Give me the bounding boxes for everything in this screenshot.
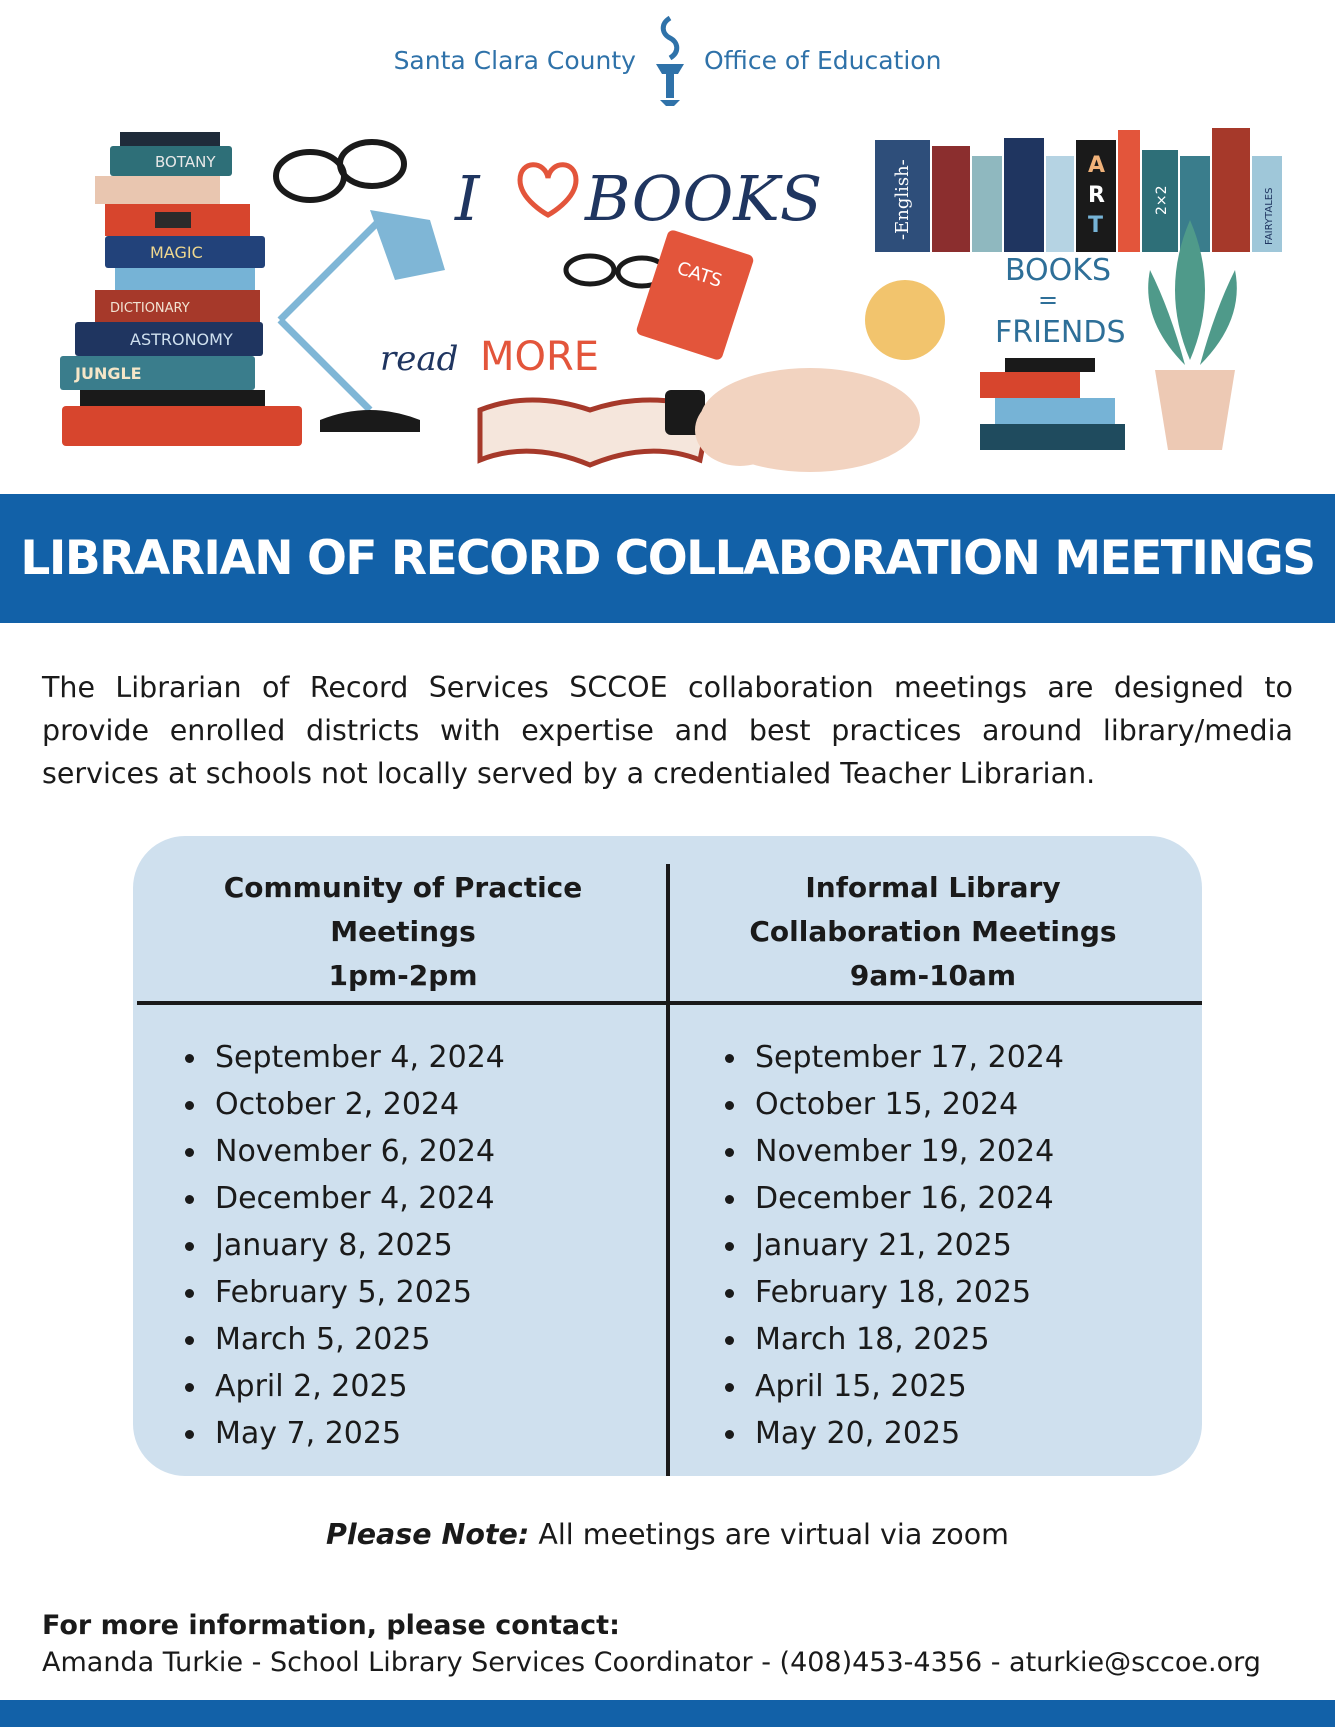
date-item: September 17, 2024 (721, 1034, 1064, 1081)
shelf-letter-r: R (1088, 183, 1105, 208)
torch-icon (648, 14, 692, 106)
cats-book (635, 229, 755, 361)
stack-label-botany: BOTANY (155, 153, 216, 171)
virtual-note (0, 1518, 1335, 1551)
contact-section (42, 1607, 1302, 1681)
date-item: March 5, 2025 (181, 1316, 505, 1363)
i-love-text: I (455, 162, 480, 235)
date-item: April 2, 2025 (181, 1363, 505, 1410)
stack-label-magic: MAGIC (150, 243, 203, 262)
book-stack-left (60, 132, 302, 446)
date-item: March 18, 2025 (721, 1316, 1064, 1363)
shelf-label-fairytales: FAIRYTALES (1264, 187, 1275, 245)
column-time: 1pm-2pm (328, 959, 478, 992)
informal-library-dates (721, 1034, 1064, 1457)
org-name-right: Office of Education (703, 45, 942, 75)
contact-heading: For more information, please contact: (42, 1610, 620, 1641)
community-practice-dates (181, 1034, 505, 1457)
stack-label-astronomy: ASTRONOMY (130, 330, 233, 349)
books-friends-2: = (1038, 286, 1059, 314)
shelf-label-english: -English- (892, 159, 913, 240)
shelf-label-2x2: 2×2 (1154, 185, 1170, 215)
books-friends-3: FRIENDS (995, 315, 1126, 350)
note-text: All meetings are virtual via zoom (538, 1518, 1009, 1551)
date-item: February 18, 2025 (721, 1269, 1064, 1316)
org-name-left: Santa Clara County (393, 45, 636, 75)
column-divider (666, 864, 670, 1476)
column-time: 9am-10am (849, 959, 1017, 992)
community-practice-header (143, 866, 663, 998)
date-item: November 6, 2024 (181, 1128, 505, 1175)
desk-lamp (280, 210, 445, 432)
more-text: MORE (480, 334, 600, 380)
page-title: LIBRARIAN OF RECORD COLLABORATION MEETINGS (20, 531, 1315, 586)
stack-label-jungle: JUNGLE (75, 364, 142, 383)
date-item: October 15, 2024 (721, 1081, 1064, 1128)
potted-plant (1148, 220, 1237, 450)
column-title-line: Community of Practice (223, 871, 583, 904)
books-friends-1: BOOKS (1005, 253, 1111, 288)
shelf-letter-t: T (1088, 213, 1104, 238)
contact-details: Amanda Turkie - School Library Services Coordinator - (408)453-4356 - aturkie@sccoe.org (42, 1647, 1261, 1678)
date-item: April 15, 2025 (721, 1363, 1064, 1410)
stack-label-dictionary: DICTIONARY (110, 301, 190, 316)
note-label: Please Note: (326, 1518, 530, 1551)
header-divider (137, 1001, 1202, 1005)
cats-label: CATS (674, 257, 725, 292)
date-item: May 7, 2025 (181, 1410, 505, 1457)
date-item: November 19, 2024 (721, 1128, 1064, 1175)
date-item: December 4, 2024 (181, 1175, 505, 1222)
cat-face-icon (865, 280, 945, 360)
title-banner (0, 494, 1335, 623)
read-text: read (380, 339, 459, 379)
date-item: February 5, 2025 (181, 1269, 505, 1316)
org-logo (0, 14, 1335, 106)
column-title-line: Meetings (330, 915, 476, 948)
book-shelf (875, 128, 1282, 252)
date-item: May 20, 2025 (721, 1410, 1064, 1457)
books-text: BOOKS (585, 162, 823, 235)
date-item: September 4, 2024 (181, 1034, 505, 1081)
date-item: January 21, 2025 (721, 1222, 1064, 1269)
column-title-line: Collaboration Meetings (749, 915, 1117, 948)
date-item: January 8, 2025 (181, 1222, 505, 1269)
shelf-letter-a: A (1088, 153, 1106, 178)
column-title-line: Informal Library (805, 871, 1061, 904)
heart-icon (520, 165, 576, 215)
books-illustration (50, 120, 1285, 492)
glasses-top (276, 142, 404, 200)
schedule-panel (133, 836, 1202, 1476)
date-item: December 16, 2024 (721, 1175, 1064, 1222)
informal-library-header (673, 866, 1193, 998)
intro-paragraph: The Librarian of Record Services SCCOE collaboration meetings are designed to provide enrolled districts with expertise and best practices around library/media services at schools not locally served by a credentialed Teacher Librarian. (42, 671, 1293, 790)
date-item: October 2, 2024 (181, 1081, 505, 1128)
glasses-small (566, 256, 666, 286)
footer-bar (0, 1700, 1335, 1727)
